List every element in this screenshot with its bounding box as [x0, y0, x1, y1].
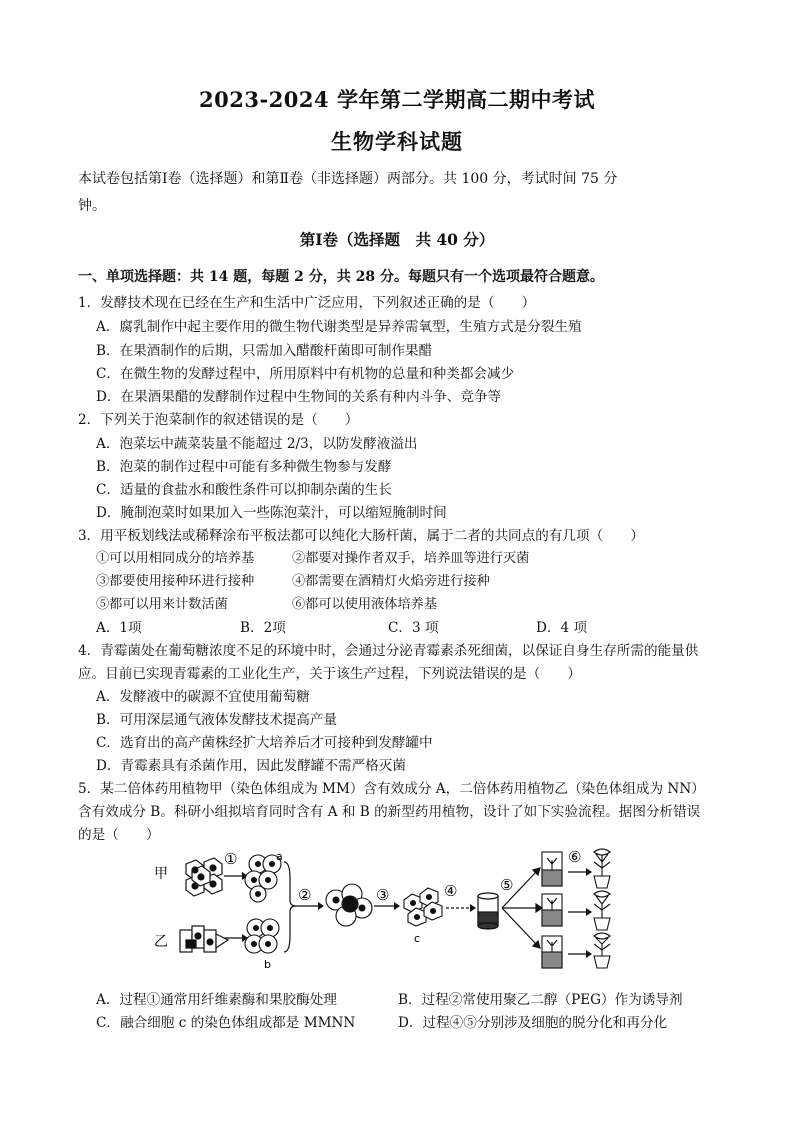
tube-plantlet-1-icon — [542, 852, 562, 886]
arrow-6b-head-icon — [586, 908, 592, 916]
intro-line-1: 本试卷包括第Ⅰ卷（选择题）和第Ⅱ卷（非选择题）两部分。共 100 分，考试时间 75 分 — [78, 171, 618, 187]
q1-option-c: C．在微生物的发酵过程中，所用原料中有机物的总量和种类都会减少 — [96, 366, 515, 382]
q2-option-b: B．泡菜的制作过程中可能有多种微生物参与发酵 — [96, 459, 392, 475]
exam-subtitle: 生物学科试题 — [331, 129, 463, 154]
step-1-label: ① — [224, 850, 238, 868]
intro-line-2: 钟。 — [78, 198, 106, 214]
part-heading: 一、单项选择题：共 14 题，每题 2 分，共 28 分。每题只有一个选项最符合题意。 — [78, 269, 604, 285]
q4-option-a: A．发酵液中的碳源不宜使用葡萄糖 — [96, 689, 310, 705]
tube-plantlet-2-icon — [542, 894, 562, 926]
step-3-label: ③ — [376, 886, 390, 904]
potted-plant-2-icon — [594, 891, 610, 930]
q1-option-d: D．在果酒果醋的发酵制作过程中生物间的关系有种内斗争、竞争等 — [96, 389, 502, 405]
q5-option-d: D．过程④⑤分别涉及细胞的脱分化和再分化 — [398, 1015, 668, 1031]
arrow-4-head-icon — [470, 904, 476, 912]
potted-plant-3-icon — [594, 933, 610, 968]
label-jia: 甲 — [154, 866, 168, 882]
step-2-label: ② — [298, 886, 312, 904]
q2-stem: 2．下列关于泡菜制作的叙述错误的是（ ） — [78, 412, 359, 428]
step-4-label: ④ — [444, 882, 458, 900]
q4-stem-line-2: 应。目前已实现青霉素的工业化生产，关于该生产过程，下列说法错误的是（ ） — [78, 666, 581, 682]
arrow-2-head-icon — [318, 902, 324, 910]
arrow-6-head-icon — [586, 868, 592, 876]
exam-title: 2023-2024 学年第二学期高二期中考试 — [199, 87, 595, 112]
step-6-label: ⑥ — [568, 848, 582, 866]
tissue-yi-icon — [180, 926, 228, 952]
fusing-cells-icon — [326, 884, 372, 926]
tissue-jia-icon — [186, 858, 222, 896]
q3-option-c: C．3 项 — [388, 620, 439, 636]
potted-plant-1-icon — [594, 849, 610, 888]
q3-option-d: D．4 项 — [536, 620, 588, 636]
q1-stem: 1．发酵技术现在已经在生产和生活中广泛应用，下列叙述正确的是（ ） — [78, 295, 536, 311]
q3-statement-3: ③都要使用接种环进行接种 — [96, 574, 255, 589]
label-yi: 乙 — [154, 934, 168, 950]
q5-stem-line-2: 含有效成分 B。科研小组拟培育同时含有 A 和 B 的新型药用植物，设计了如下实验流程。据图分析错误 — [78, 804, 701, 820]
q2-option-c: C．适量的食盐水和酸性条件可以抑制杂菌的生长 — [96, 482, 392, 498]
q3-option-b: B．2项 — [240, 620, 286, 636]
q2-option-a: A．泡菜坛中蔬菜装量不能超过 2/3，以防发酵液溢出 — [96, 436, 418, 452]
q1-option-a: A．腐乳制作中起主要作用的微生物代谢类型是异养需氧型，生殖方式是分裂生殖 — [96, 319, 582, 335]
q3-stem: 3．用平板划线法或稀释涂布平板法都可以纯化大肠杆菌，属于二者的共同点的有几项（ ） — [78, 528, 644, 544]
exam-intro — [78, 166, 718, 220]
q3-statement-2: ②都要对操作者双手，培养皿等进行灭菌 — [292, 551, 530, 566]
label-c: c — [414, 932, 421, 945]
q5-option-a: A．过程①通常用纤维素酶和果胶酶处理 — [96, 992, 337, 1008]
q3-statement-1: ①可以用相同成分的培养基 — [96, 551, 255, 566]
label-a: a — [276, 850, 283, 863]
q3-statement-5: ⑤都可以用来计数活菌 — [96, 597, 228, 612]
cell-fusion-diagram — [150, 842, 630, 972]
brace-icon — [284, 862, 296, 952]
q1-option-b: B．在果酒制作的后期，只需加入醋酸杆菌即可制作果醋 — [96, 343, 433, 359]
q4-option-b: B．可用深层通气液体发酵技术提高产量 — [96, 712, 338, 728]
hybrid-cells-c-icon — [404, 888, 442, 926]
q3-option-a: A．1项 — [96, 620, 142, 636]
step-5-label: ⑤ — [500, 876, 514, 894]
q4-option-d: D．青霉素具有杀菌作用，因此发酵罐不需严格灭菌 — [96, 758, 406, 774]
label-b: b — [264, 958, 271, 971]
q2-option-d: D．腌制泡菜时如果加入一些陈泡菜汁，可以缩短腌制时间 — [96, 505, 447, 521]
q5-option-b: B．过程②常使用聚乙二醇（PEG）作为诱导剂 — [398, 992, 683, 1008]
q5-stem-line-1: 5．某二倍体药用植物甲（染色体组成为 MM）含有效成分 A，二倍体药用植物乙（染色体组成为 NN） — [78, 781, 705, 797]
q5-option-c: C．融合细胞 c 的染色体组成都是 MMNN — [96, 1015, 356, 1031]
protoplast-b-icon — [245, 919, 279, 953]
section-title: 第Ⅰ卷（选择题 共 40 分） — [299, 230, 495, 249]
q3-statement-4: ④都需要在酒精灯火焰旁进行接种 — [292, 574, 490, 589]
q4-stem-line-1: 4．青霉菌处在葡萄糖浓度不足的环境中时，会通过分泌青霉素杀死细菌，以保证自身生存所需的能量供 — [78, 643, 699, 659]
q4-option-c: C．选育出的高产菌株经扩大培养后才可接种到发酵罐中 — [96, 735, 433, 751]
q5-stem-line-3: 的是（ ） — [78, 827, 160, 843]
arrow-3-head-icon — [394, 902, 400, 910]
tube-plantlet-3-icon — [542, 936, 562, 968]
q3-statement-6: ⑥都可以使用液体培养基 — [292, 597, 438, 612]
callus-vessel-icon — [478, 893, 498, 929]
arrow-6c-head-icon — [586, 950, 592, 958]
